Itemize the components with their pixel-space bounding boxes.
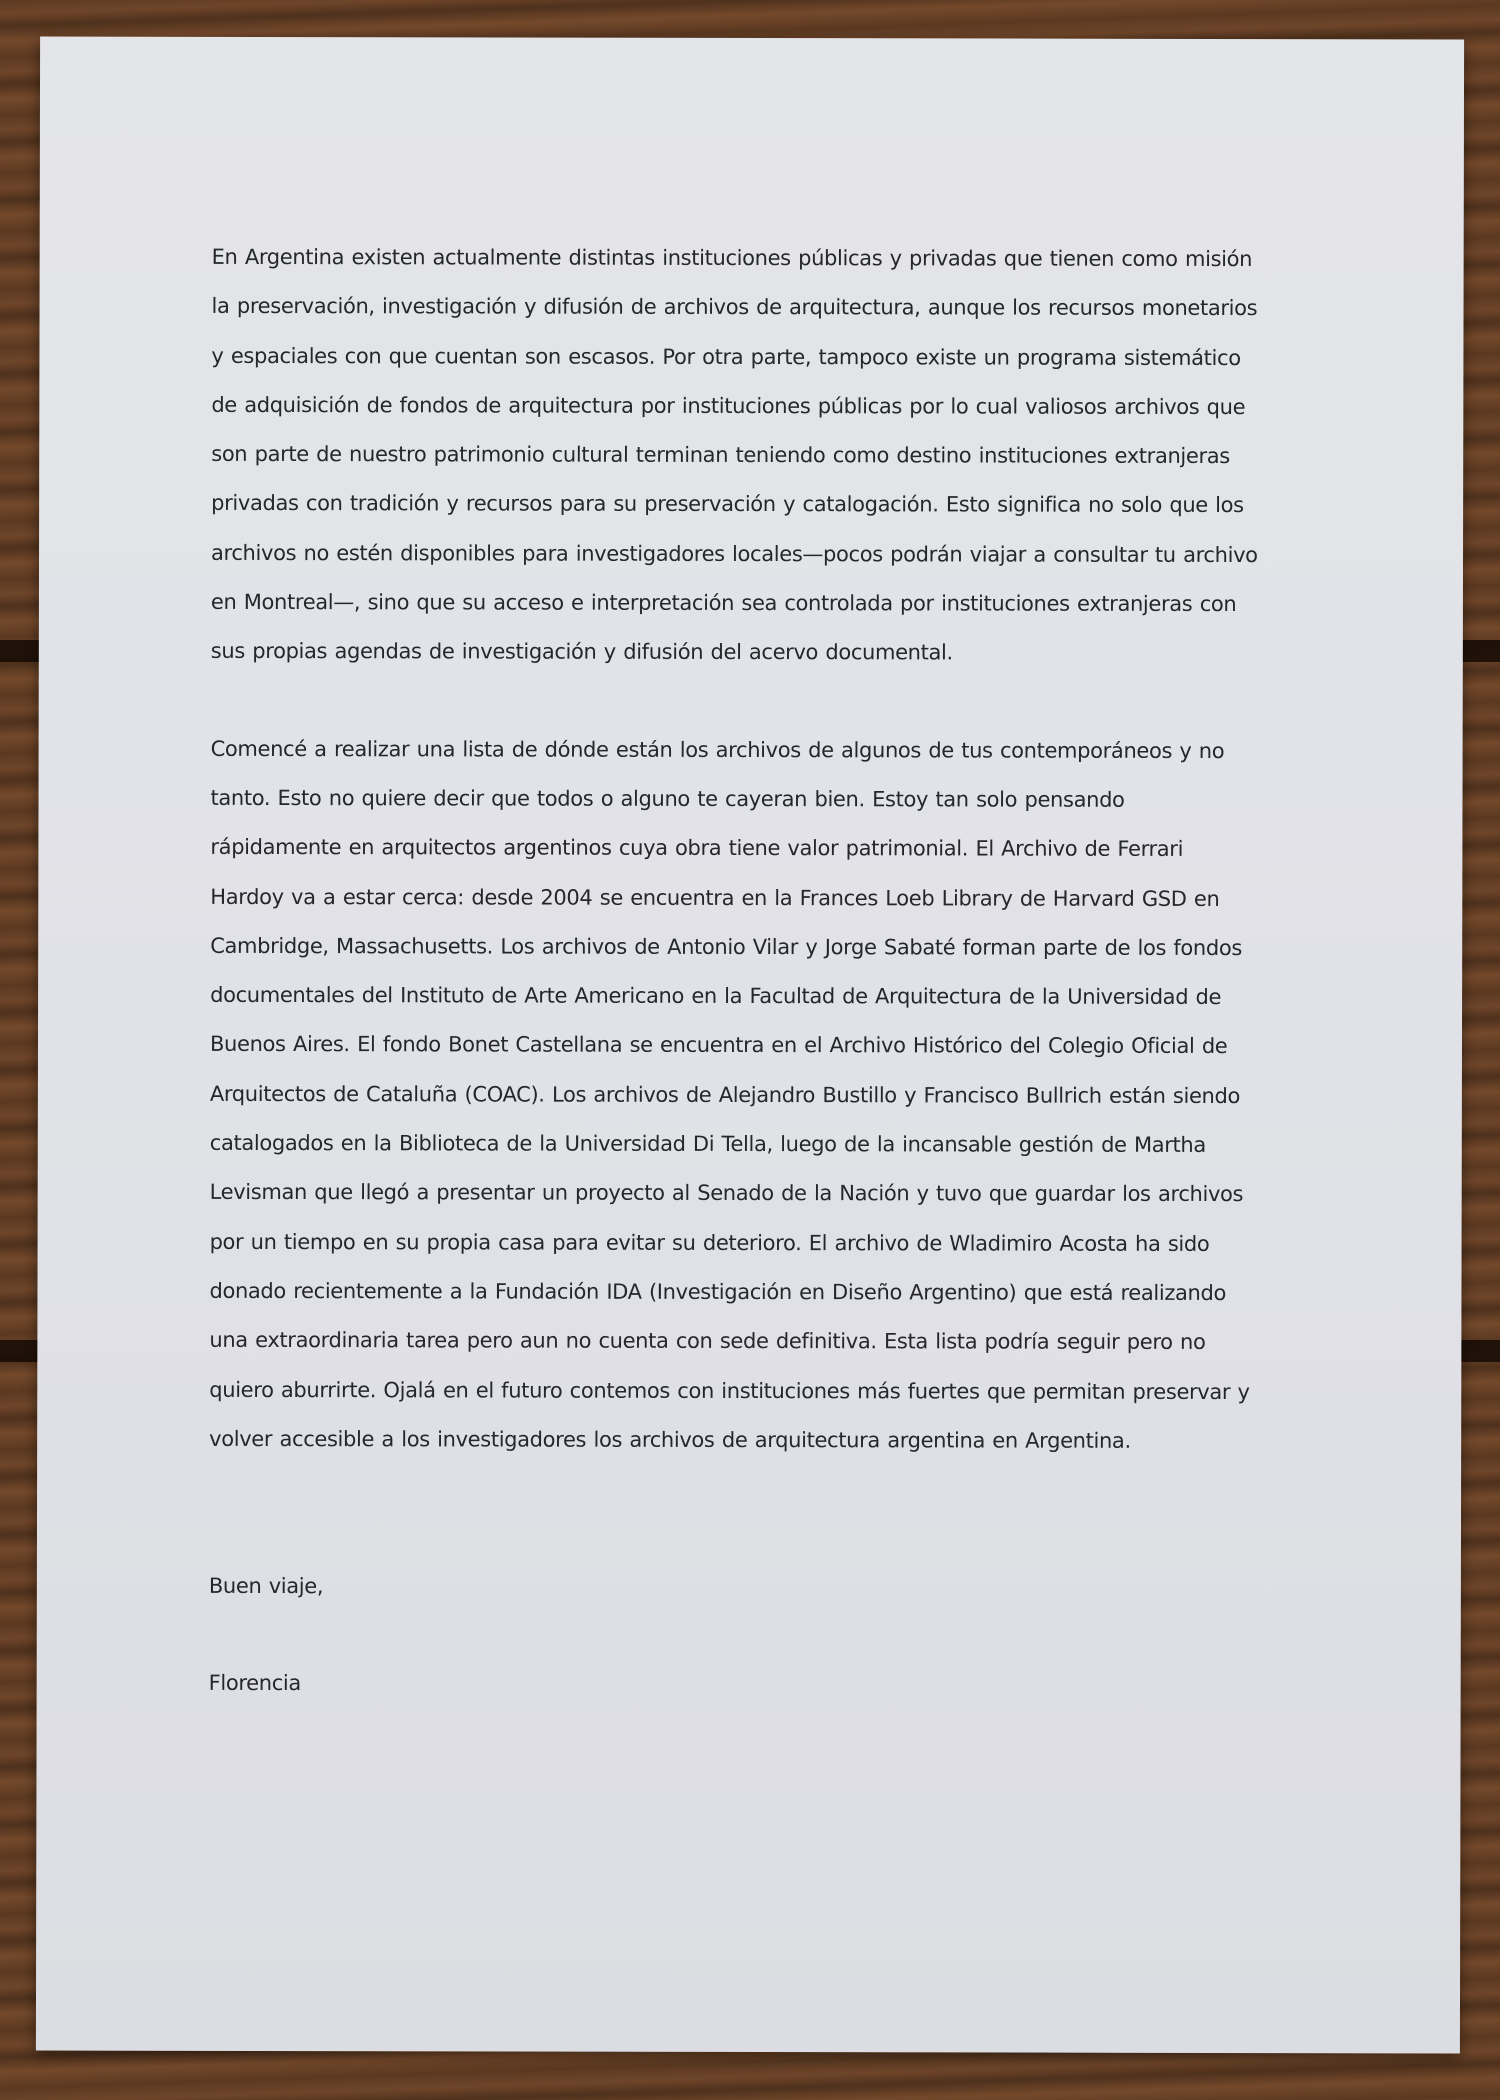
letter-sheet: [36, 37, 1464, 2054]
signature-name: Florencia: [208, 1671, 301, 1696]
letter-body: [209, 233, 1332, 1711]
paragraph-1: En Argentina existen actualmente distintas instituciones públicas y privadas que tienen como misión la preservación, investigación y difusión de archivos de arquitectura, aunque los recursos monetarios y espaciales con que cuentan son escasos. Por otra parte, tampoco existe un programa sistemático de adquisición de fondos de arquitectura por instituciones públicas por lo cual valiosos archivos que son parte de nuestro patrimonio cultural terminan teniendo como destino instituciones extranjeras privadas con tradición y recursos para su preservación y catalogación. Esto significa no solo que los archivos no estén disponibles para investigadores locales—pocos podrán viajar a consultar tu archivo en Montreal—, sino que su acceso e interpretación sea controlada por instituciones extranjeras con sus propias agendas de investigación y difusión del acervo documental.: [210, 244, 1258, 665]
closing-line: Buen viaje,: [208, 1573, 324, 1599]
paragraph-2: Comencé a realizar una lista de dónde están los archivos de algunos de tus contemporáneos y no tanto. Esto no quiere decir que todos o alguno te cayeran bien. Estoy tan solo pensando rápidamente en arquitectos argentinos cuya obra tiene valor patrimonial. El Archivo de Ferrari Hardoy va a estar cerca: desde 2004 se encuentra en la Frances Loeb Library de Harvard GSD en Cambridge, Massachusetts. Los archivos de Antonio Vilar y Jorge Sabaté forman parte de los fondos documentales del Instituto de Arte Americano en la Facultad de Arquitectura de la Universidad de Buenos Aires. El fondo Bonet Castellana se encuentra en el Archivo Histórico del Colegio Oficial de Arquitectos de Cataluña (COAC). Los archivos de Alejandro Bustillo y Francisco Bullrich están siendo catalogados en la Biblioteca de la Universidad Di Tella, luego de la incansable gestión de Martha Levisman que llegó a presentar un proyecto al Senado de la Nación y tuvo que guardar los archivos por un tiempo en su propia casa para evitar su deterioro. El archivo de Wladimiro Acosta ha sido donado recientemente a la Fundación IDA (Investigación en Diseño Argentino) que está realizando una extraordinaria tarea pero aun no cuenta con sede definitiva. Esta lista podría seguir pero no quiero aburrirte. Ojalá en el futuro contemos con instituciones más fuertes que permitan preservar y volver accesible a los investigadores los archivos de arquitectura argentina en Argentina.: [209, 736, 1250, 1453]
